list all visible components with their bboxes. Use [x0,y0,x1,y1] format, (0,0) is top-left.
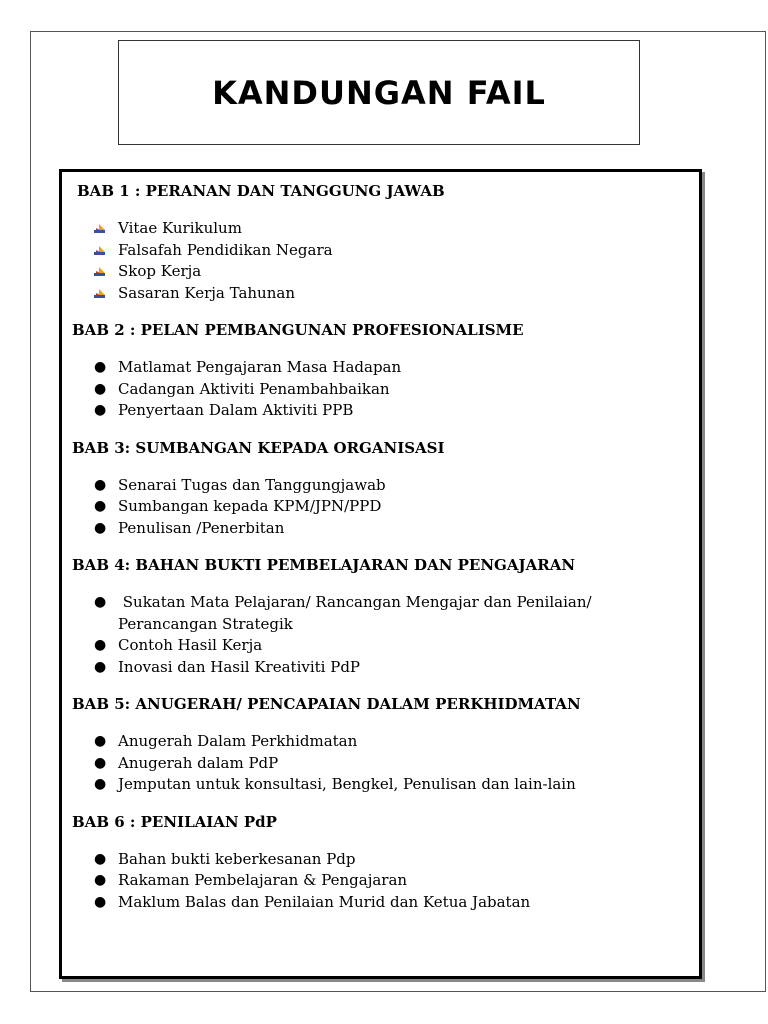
chapter-heading: BAB 3: SUMBANGAN KEPADA ORGANISASI [72,438,445,457]
title-box [118,40,640,145]
list-item [72,400,689,422]
list-item-text: Sumbangan kepada KPM/JPN/PPD [118,497,382,515]
bullet-dot-icon: ● [94,872,107,888]
list-item [72,240,689,262]
bullet-dot-icon: ● [94,776,107,792]
list-item-text: Matlamat Pengajaran Masa Hadapan [118,358,402,376]
chapter-item-list [72,475,689,540]
list-item-text: Maklum Balas dan Penilaian Murid dan Ketua Jabatan [118,892,531,911]
bullet-dot-icon: ● [94,594,107,610]
bullet-dot-icon: ● [94,637,107,653]
list-item-text: Bahan bukti keberkesanan Pdp [118,849,356,868]
list-item-text: Sukatan Mata Pelajaran/ Rancangan Mengajar dan Penilaian/ Perancangan Strategik [118,593,597,633]
list-item-text: Jemputan untuk konsultasi, Bengkel, Penulisan dan lain-lain [118,775,576,793]
list-item [72,379,689,401]
chapter-item-list [72,592,689,678]
bullet-dot-icon: ● [94,519,107,536]
list-item-text: Rakaman Pembelajaran & Pengajaran [118,871,408,889]
bullet-dot-icon: ● [94,402,107,418]
list-item [72,731,689,753]
list-item [72,218,689,240]
chapter-section [72,812,689,914]
list-item [72,475,689,497]
list-item-text: Cadangan Aktiviti Penambahbaikan [118,379,390,398]
list-item [72,592,689,635]
document-page [30,31,766,992]
list-item [72,357,689,379]
list-item-text: Vitae Kurikulum [118,219,242,237]
chapter-section [72,181,689,304]
bullet-dot-icon: ● [94,359,107,375]
list-item-text: Contoh Hasil Kerja [118,636,263,654]
bullet-dot-icon: ● [94,893,107,910]
list-item [72,261,689,283]
page-title: KANDUNGAN FAIL [212,73,546,112]
chapter-item-list [72,731,689,796]
list-item-text: Skop Kerja [118,262,202,280]
chapter-heading: BAB 4: BAHAN BUKTI PEMBELAJARAN DAN PENGAJARAN [72,556,576,574]
bullet-dot-icon: ● [94,380,107,397]
chapter-section [72,438,689,540]
list-item [72,870,689,892]
list-item-text: Anugerah Dalam Perkhidmatan [118,732,358,750]
arrow-bullet-icon [94,224,106,234]
chapter-heading: BAB 1 : PERANAN DAN TANGGUNG JAWAB [77,182,445,200]
list-item-text: Senarai Tugas dan Tanggungjawab [118,475,386,494]
list-item [72,657,689,679]
arrow-bullet-icon [94,267,106,277]
list-item [72,849,689,871]
chapter-section [72,555,689,678]
bullet-dot-icon: ● [94,850,107,867]
chapter-heading: BAB 2 : PELAN PEMBANGUNAN PROFESIONALISME [72,321,524,339]
list-item [72,496,689,518]
list-item-text: Inovasi dan Hasil Kreativiti PdP [118,657,361,676]
list-item-text: Sasaran Kerja Tahunan [118,283,295,302]
chapter-section [72,694,689,796]
chapter-item-list [72,357,689,422]
list-item-text: Anugerah dalam PdP [118,753,279,772]
list-item [72,518,689,540]
list-item [72,635,689,657]
chapter-item-list [72,849,689,914]
bullet-dot-icon: ● [94,754,107,771]
bullet-dot-icon: ● [94,476,107,493]
arrow-bullet-icon [94,289,106,299]
bullet-dot-icon: ● [94,498,107,514]
bullet-dot-icon: ● [94,733,107,749]
list-item [72,892,689,914]
list-item [72,774,689,796]
chapter-heading: BAB 5: ANUGERAH/ PENCAPAIAN DALAM PERKHIDMATAN [72,695,581,713]
list-item-text: Penyertaan Dalam Aktiviti PPB [118,401,354,419]
list-item [72,753,689,775]
list-item-text: Penulisan /Penerbitan [118,518,285,537]
chapter-section [72,320,689,422]
list-item-text: Falsafah Pendidikan Negara [118,240,333,259]
list-item [72,283,689,305]
chapter-item-list [72,218,689,304]
bullet-dot-icon: ● [94,658,107,675]
arrow-bullet-icon [94,246,106,256]
chapter-heading: BAB 6 : PENILAIAN PdP [72,812,277,831]
contents-box [59,169,702,979]
